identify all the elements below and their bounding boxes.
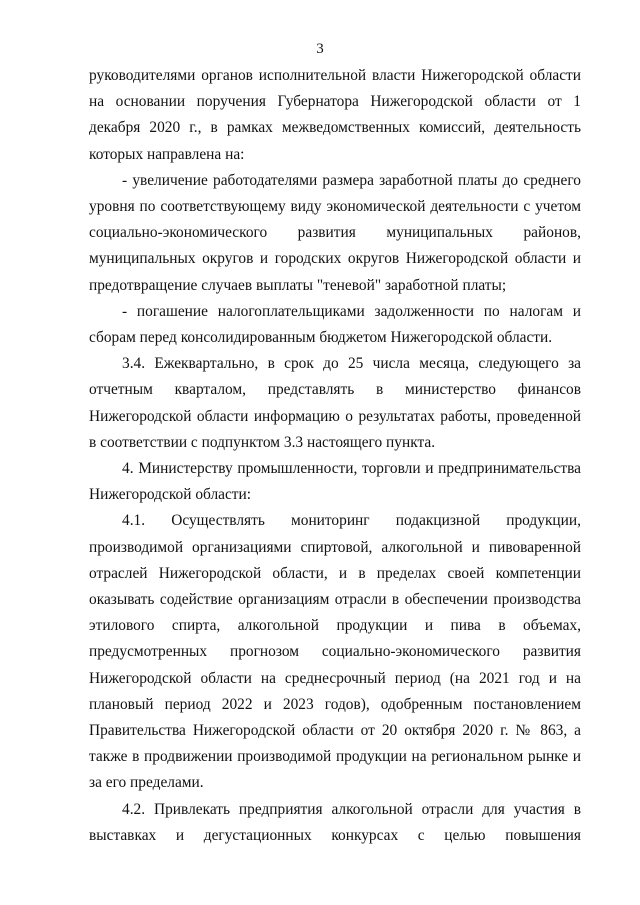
paragraph-4-1: 4.1. Осуществлять мониторинг подакцизной продукции, производимой организациями спиртовой, алкогольной и пивоваренной отраслей Нижегородской области, и в пределах своей компетенции оказывать содействие организациям отрасли в обеспечении производства этилового спирта, алкогольной продукции и пива в объемах, предусмотренных прогнозом социально-экономического развития Нижегородской области на среднесрочный период (на 2021 год и на плановый период 2022 и 2023 годов), одобренным постановлением Правительства Нижегородской области от 20 октября 2020 г. № 863, а также в продвижении производимой продукции на региональном рынке и за его пределами.: [89, 512, 581, 792]
paragraph-4-2: 4.2. Привлекать предприятия алкогольной отрасли для участия в выставках и дегустационных конкурсах с целью повышения: [89, 800, 581, 844]
document-body: [89, 63, 581, 849]
page-number: 3: [316, 41, 324, 57]
paragraph-4: 4. Министерству промышленности, торговли и предпринимательства Нижегородской области:: [89, 460, 581, 504]
paragraph-list-item-tax-debt: - погашение налогоплательщиками задолженности по налогам и сборам перед консолидированным бюджетом Нижегородской области.: [89, 302, 581, 347]
paragraph-list-item-wages: - увеличение работодателями размера заработной платы до среднего уровня по соответствующему виду экономической деятельности с учетом социально-экономического развития муниципальных районов, муниципальных округов и городских округов Нижегородской области и предотвращение случаев выплаты "теневой" заработной платы;: [89, 171, 581, 294]
paragraph-3-4: 3.4. Ежеквартально, в срок до 25 числа месяца, следующего за отчетным кварталом, представлять в министерство финансов Нижегородской области информацию о результатах работы, проведенной в соответствии с подпунктом 3.3 настоящего пункта.: [89, 355, 581, 451]
paragraph-continuation: руководителями органов исполнительной власти Нижегородской области на основании поручения Губернатора Нижегородской области от 1 декабря 2020 г., в рамках межведомственных комиссий, деятельность которых направлена на:: [89, 67, 581, 163]
